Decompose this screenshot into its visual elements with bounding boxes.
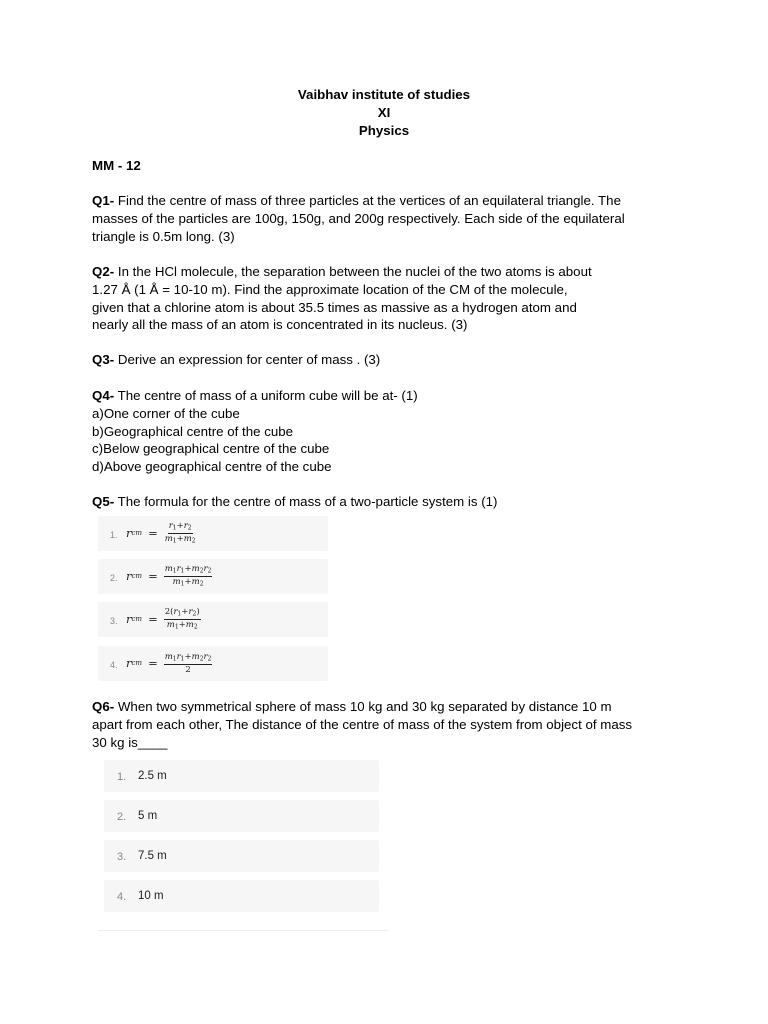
question-4 bbox=[92, 387, 682, 476]
option-c: c)Below geographical centre of the cube bbox=[92, 441, 330, 457]
option-b: b)Geographical centre of the cube bbox=[92, 423, 294, 439]
question-text: Derive an expression for center of mass . (3) bbox=[117, 352, 381, 367]
formula: r cm = $\frac{m1r1+m2r2}{2}$ bbox=[126, 651, 212, 676]
max-marks: MM - 12 bbox=[92, 158, 141, 173]
institute-name: Vaibhav institute of studies bbox=[297, 87, 471, 102]
q6-option-3 bbox=[104, 840, 379, 872]
question-text: Find the centre of mass of three particles at the vertices of an equilateral triangle. The bbox=[117, 193, 621, 208]
question-text: When two symmetrical sphere of mass 10 kg and 30 kg separated by distance 10 m bbox=[117, 699, 612, 714]
option-number: 2. bbox=[117, 811, 127, 823]
question-2 bbox=[92, 263, 682, 334]
formula: r cm = $\frac{m1r1+m2r2}{m1+m2}$ bbox=[126, 563, 212, 588]
option-number: 2. bbox=[110, 573, 118, 583]
question-text: masses of the particles are 100g, 150g, and 200g respectively. Each side of the equilateral bbox=[92, 210, 625, 226]
option-text: 10 m bbox=[138, 890, 164, 902]
option-number: 3. bbox=[110, 616, 118, 626]
question-1 bbox=[92, 192, 682, 245]
question-text: triangle is 0.5m long. (3) bbox=[92, 228, 235, 244]
option-d: d)Above geographical centre of the cube bbox=[92, 459, 332, 475]
question-label: Q4- bbox=[92, 388, 115, 403]
q6-option-4 bbox=[104, 880, 379, 912]
question-3 bbox=[92, 351, 682, 369]
formula-option-1 bbox=[98, 516, 328, 551]
question-label: Q3- bbox=[92, 352, 115, 367]
option-text: 5 m bbox=[138, 810, 158, 822]
question-text: In the HCl molecule, the separation between the nuclei of the two atoms is about bbox=[117, 264, 592, 279]
question-label: Q6- bbox=[92, 699, 115, 714]
question-text: apart from each other, The distance of the centre of mass of the system from object of mass bbox=[92, 716, 633, 732]
q6-option-2 bbox=[104, 800, 379, 832]
option-text: 2.5 m bbox=[138, 770, 167, 782]
formula: r cm = $\frac{2(r1+r2)}{m1+m2}$ bbox=[126, 606, 200, 631]
formula-option-4 bbox=[98, 646, 328, 681]
option-a: a)One corner of the cube bbox=[92, 405, 240, 421]
question-label: Q5- bbox=[92, 494, 115, 509]
question-text: 1.27 Å (1 Å = 10-10 m). Find the approximate location of the CM of the molecule, bbox=[92, 281, 568, 297]
question-text: The formula for the centre of mass of a two-particle system is (1) bbox=[117, 494, 498, 509]
question-6 bbox=[92, 698, 682, 751]
paper-header bbox=[0, 86, 768, 139]
formula: r cm = $\frac{r1+r2}{m1+m2}$ bbox=[126, 520, 196, 545]
question-text: nearly all the mass of an atom is concentrated in its nucleus. (3) bbox=[92, 317, 468, 333]
question-text: The centre of mass of a uniform cube will be at- (1) bbox=[117, 388, 418, 403]
question-5 bbox=[92, 493, 682, 511]
formula-option-3 bbox=[98, 602, 328, 637]
formula-option-2 bbox=[98, 559, 328, 594]
option-number: 4. bbox=[117, 891, 127, 903]
option-text: 7.5 m bbox=[138, 850, 167, 862]
question-text: 30 kg is____ bbox=[92, 734, 168, 750]
option-number: 1. bbox=[117, 771, 127, 783]
question-label: Q1- bbox=[92, 193, 115, 208]
subject-name: Physics bbox=[358, 122, 410, 138]
question-label: Q2- bbox=[92, 264, 115, 279]
class-name: XI bbox=[377, 104, 391, 120]
q6-options bbox=[98, 756, 388, 931]
question-text: given that a chlorine atom is about 35.5 times as massive as a hydrogen atom and bbox=[92, 299, 577, 315]
option-number: 4. bbox=[110, 660, 118, 670]
q6-option-1 bbox=[104, 760, 379, 792]
option-number: 3. bbox=[117, 851, 127, 863]
option-number: 1. bbox=[110, 530, 118, 540]
